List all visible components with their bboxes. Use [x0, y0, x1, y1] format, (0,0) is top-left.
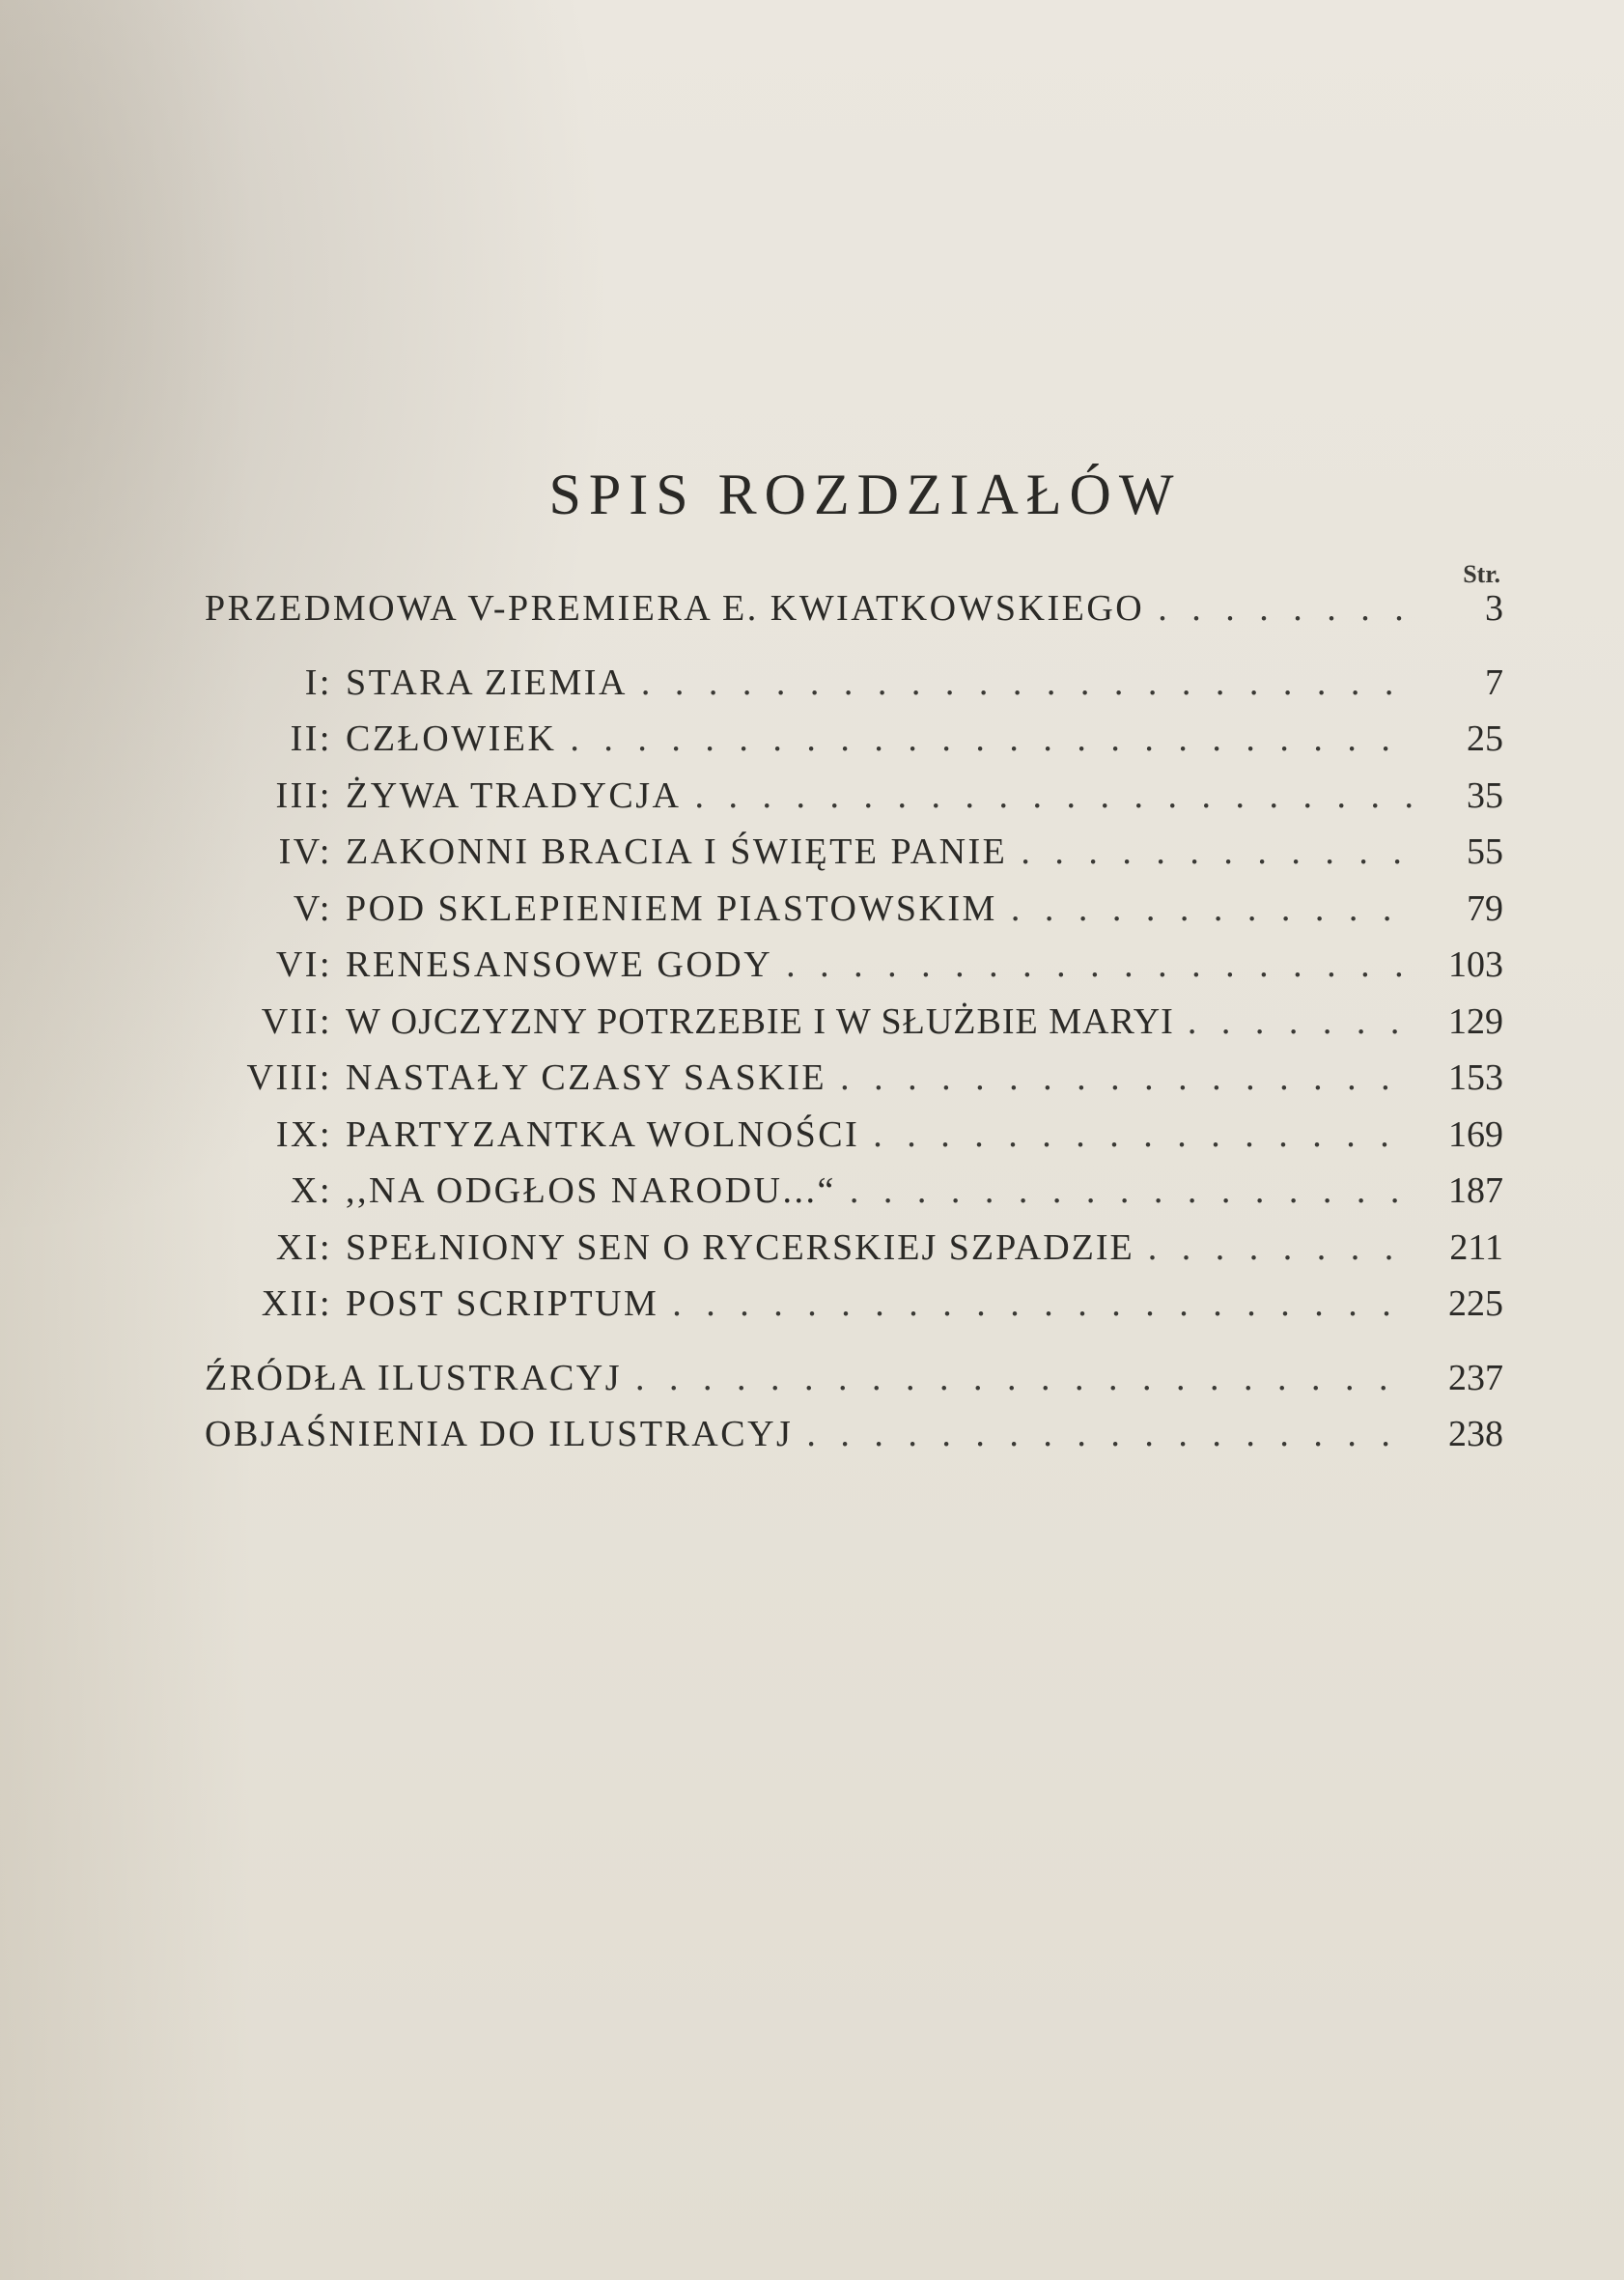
toc-entry-explanations [205, 1413, 1503, 1470]
toc-entry-page: 7 [1485, 661, 1503, 703]
toc-entry-page: 35 [1467, 774, 1503, 816]
page-column-label: Str. [1463, 560, 1500, 588]
toc-entry-chapter [205, 1226, 1503, 1283]
toc-entry-page: 129 [1448, 1000, 1503, 1042]
toc-entry-label: NASTAŁY CZASY SASKIE [346, 1057, 827, 1098]
toc-entry-page: 103 [1448, 944, 1503, 985]
toc-leader-dots [1188, 1000, 1413, 1043]
toc-entry-label: CZŁOWIEK [346, 718, 557, 759]
toc-entry-page: 225 [1448, 1283, 1503, 1324]
toc-leader-dots [806, 1413, 1413, 1455]
toc-entry-page: 169 [1448, 1113, 1503, 1155]
toc-leader-dots [850, 1169, 1413, 1212]
toc-entry-page: 25 [1467, 718, 1503, 759]
toc-entry-label: POD SKLEPIENIEM PIASTOWSKIM [346, 887, 997, 929]
toc-entry-sources [205, 1357, 1503, 1414]
toc-entry-chapter [205, 774, 1503, 831]
toc-leader-dots [641, 661, 1413, 704]
toc-entry-chapter [205, 1169, 1503, 1226]
toc-entry-chapter [205, 943, 1503, 1000]
toc-entry-label: ,,NA ODGŁOS NARODU...“ [346, 1170, 836, 1211]
toc-entry-label: W OJCZYZNY POTRZEBIE I W SŁUŻBIE MARYI [346, 1000, 1174, 1042]
toc-entry-page: 237 [1448, 1357, 1503, 1398]
toc-leader-dots [1011, 887, 1413, 930]
toc-entry-chapter [205, 1056, 1503, 1113]
toc-entry-chapter [205, 661, 1503, 718]
toc-entry-label: ŹRÓDŁA ILUSTRACYJ [205, 1357, 623, 1398]
toc-entry-page: 3 [1485, 588, 1503, 629]
toc-entry-chapter [205, 1113, 1503, 1170]
toc-leader-dots [570, 718, 1413, 760]
table-of-contents [205, 587, 1503, 1470]
toc-entry-label: OBJAŚNIENIA DO ILUSTRACYJ [205, 1414, 794, 1454]
toc-leader-dots [873, 1113, 1413, 1156]
toc-entry-page: 55 [1467, 831, 1503, 872]
toc-leader-dots [1158, 587, 1413, 630]
toc-entry-chapter [205, 887, 1503, 944]
toc-chapter-number: XI: [275, 1226, 332, 1268]
toc-entry-label: SPEŁNIONY SEN O RYCERSKIEJ SZPADZIE [346, 1226, 1134, 1268]
toc-entry-chapter [205, 1282, 1503, 1339]
toc-entry-page: 153 [1448, 1057, 1503, 1098]
toc-entry-chapter [205, 830, 1503, 887]
toc-leader-dots [635, 1357, 1413, 1399]
toc-entry-page: 79 [1467, 887, 1503, 929]
toc-chapter-number: IX: [275, 1113, 332, 1155]
toc-entry-preface [205, 587, 1503, 644]
toc-entry-chapter [205, 718, 1503, 774]
toc-entry-page: 187 [1448, 1170, 1503, 1211]
toc-chapter-number: V: [293, 887, 332, 929]
toc-chapter-number: X: [291, 1170, 332, 1211]
toc-entry-label: RENESANSOWE GODY [346, 944, 773, 985]
toc-chapter-number: VI: [275, 944, 332, 985]
toc-leader-dots [840, 1056, 1413, 1099]
toc-entry-label: ŻYWA TRADYCJA [346, 774, 682, 816]
page-title: SPIS ROZDZIAŁÓW [548, 463, 1182, 526]
toc-entry-chapter [205, 1000, 1503, 1057]
toc-leader-dots [694, 774, 1413, 817]
toc-leader-dots [1021, 830, 1413, 873]
toc-entry-label: ZAKONNI BRACIA I ŚWIĘTE PANIE [346, 831, 1008, 872]
toc-chapter-number: VII: [261, 1000, 332, 1042]
toc-leader-dots [672, 1282, 1413, 1325]
toc-entry-label: POST SCRIPTUM [346, 1283, 659, 1324]
toc-chapter-number: I: [304, 661, 332, 703]
toc-chapter-number: XII: [261, 1283, 332, 1324]
toc-chapter-number: III: [275, 774, 332, 816]
toc-chapter-number: VIII: [246, 1057, 332, 1098]
toc-chapter-number: II: [290, 718, 332, 759]
toc-chapter-number: IV: [278, 831, 332, 872]
toc-entry-label: STARA ZIEMIA [346, 661, 628, 703]
toc-leader-dots [1148, 1226, 1413, 1269]
toc-entry-label: PARTYZANTKA WOLNOŚCI [346, 1113, 860, 1155]
toc-entry-page: 211 [1449, 1226, 1503, 1268]
toc-entry-page: 238 [1448, 1414, 1503, 1454]
toc-leader-dots [786, 943, 1413, 986]
toc-entry-label: PRZEDMOWA V-PREMIERA E. KWIATKOWSKIEGO [205, 588, 1145, 629]
